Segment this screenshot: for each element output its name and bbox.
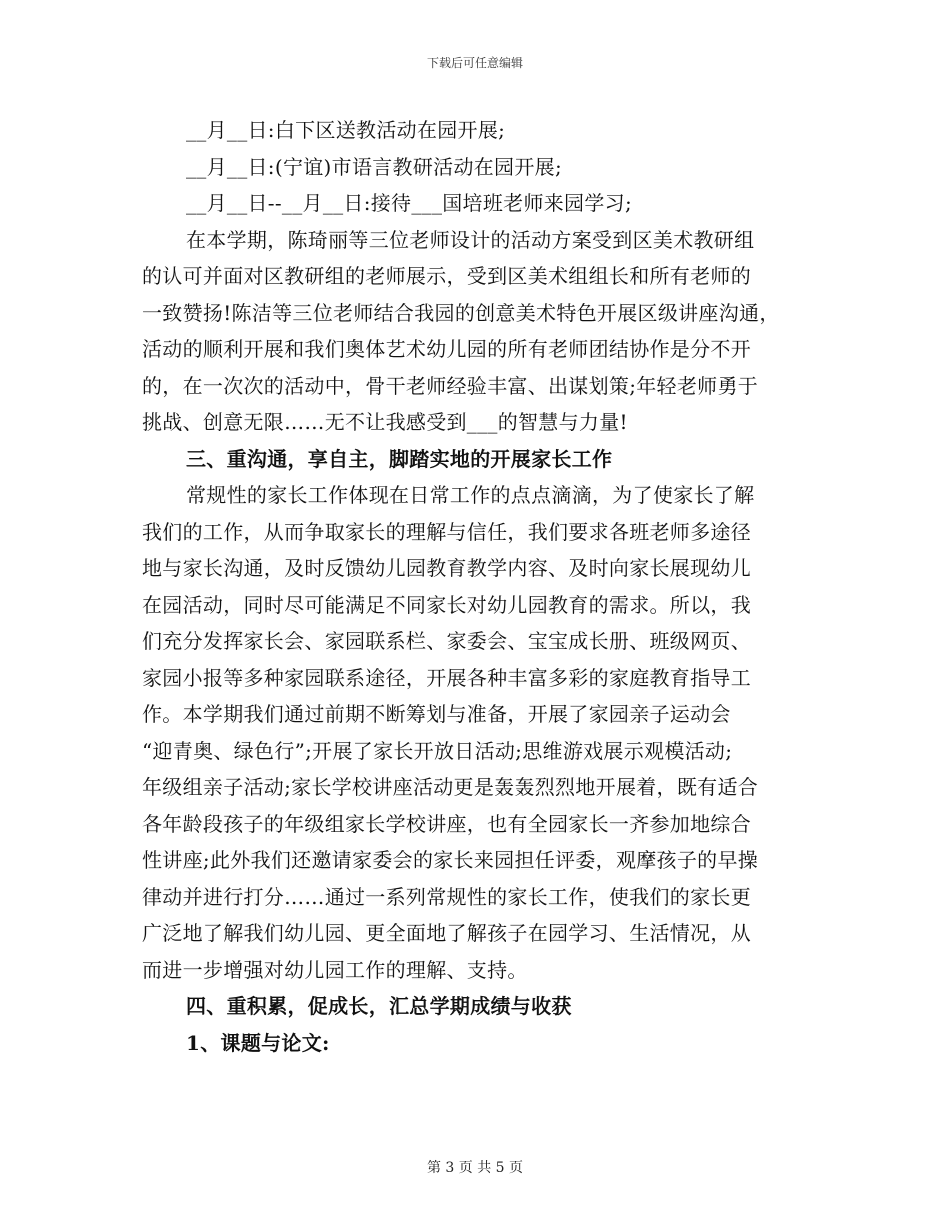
subsection-heading: 1、课题与论文: xyxy=(186,1030,330,1055)
document-body xyxy=(142,112,818,1061)
text-line: 在园活动，同时尽可能满足不同家长对幼儿园教育的需求。所以，我 xyxy=(142,592,751,617)
paragraph-start: 在本学期，陈琦丽等三位老师设计的活动方案受到区美术教研组 xyxy=(186,227,755,252)
section-heading: 四、重积累，促成长，汇总学期成绩与收获 xyxy=(186,994,572,1018)
text-line: __月__日--__月__日:接待___国培班老师来园学习; xyxy=(186,191,632,215)
text-line: 年级组亲子活动;家长学校讲座活动更是轰轰烈烈地开展着，既有适合 xyxy=(142,775,759,799)
text-line: 广泛地了解我们幼儿园、更全面地了解孩子在园学习、生活情况，从 xyxy=(142,921,751,945)
text-line: 家园小报等多种家园联系途径，开展各种丰富多彩的家庭教育指导工 xyxy=(142,665,751,690)
text-line: “迎青奥、绿色行”;开展了家长开放日活动;思维游戏展示观模活动; xyxy=(142,738,733,763)
text-line: __月__日:白下区送教活动在园开展; xyxy=(186,118,506,142)
text-line: 作。本学期我们通过前期不断筹划与准备，开展了家园亲子运动会 xyxy=(142,702,731,726)
text-line: 活动的顺利开展和我们奥体艺术幼儿园的所有老师团结协作是分不开 xyxy=(142,337,751,361)
page-header: 下载后可任意编辑 xyxy=(426,56,523,70)
text-line: 我们的工作，从而争取家长的理解与信任，我们要求各班老师多途径 xyxy=(142,519,751,544)
text-line: 一致赞扬!陈洁等三位老师结合我园的创意美术特色开展区级讲座沟通， xyxy=(142,300,780,325)
text-line: 性讲座;此外我们还邀请家委会的家长来园担任评委，观摩孩子的早操 xyxy=(142,848,759,872)
text-line: 律动并进行打分……通过一系列常规性的家长工作，使我们的家长更 xyxy=(142,884,751,909)
text-line: 各年龄段孩子的年级组家长学校讲座，也有全园家长一齐参加地综合 xyxy=(142,811,751,836)
text-line: 地与家长沟通，及时反馈幼儿园教育教学内容、及时向家长展现幼儿 xyxy=(142,556,751,580)
text-line: __月__日:(宁谊)市语言教研活动在园开展; xyxy=(186,154,562,179)
text-line: 的，在一次次的活动中，骨干老师经验丰富、出谋划策;年轻老师勇于 xyxy=(142,373,759,398)
text-line: 们充分发挥家长会、家园联系栏、家委会、宝宝成长册、班级网页、 xyxy=(142,629,751,653)
text-line: 挑战、创意无限……无不让我感受到___的智慧与力量! xyxy=(142,410,628,434)
page-footer: 第 3 页 共 5 页 xyxy=(426,1160,524,1176)
paragraph-start: 常规性的家长工作体现在日常工作的点点滴滴，为了使家长了解 xyxy=(186,483,755,507)
section-heading: 三、重沟通，享自主，脚踏实地的开展家长工作 xyxy=(186,446,613,471)
text-line: 的认可并面对区教研组的老师展示，受到区美术组组长和所有老师的 xyxy=(142,264,751,288)
text-line: 而进一步增强对幼儿园工作的理解、支持。 xyxy=(142,957,528,982)
